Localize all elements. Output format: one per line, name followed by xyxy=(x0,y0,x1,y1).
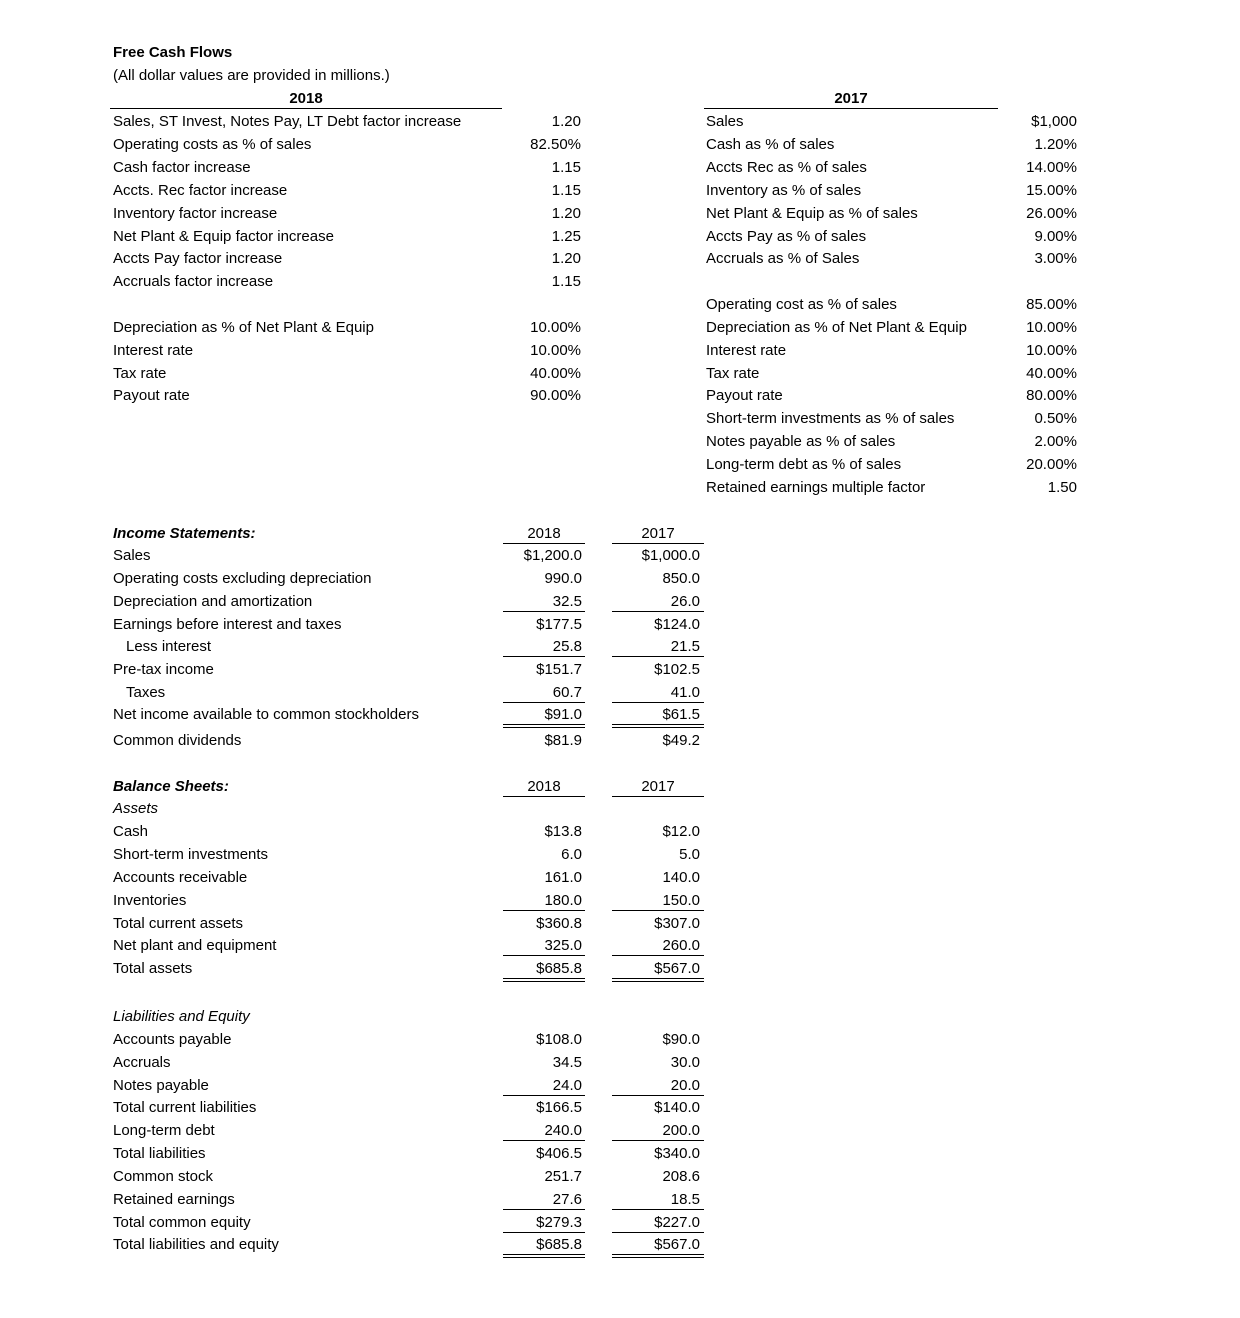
liability-value-2017: 18.5 xyxy=(670,1191,700,1208)
assumption-label: Accts Rec as % of sales xyxy=(706,159,867,176)
subtotal-line xyxy=(612,1095,704,1096)
assumption-label: Net Plant & Equip as % of sales xyxy=(706,205,918,222)
assumption-label: Retained earnings multiple factor xyxy=(706,479,926,496)
subtotal-line xyxy=(503,656,585,657)
asset-value-2018: $360.8 xyxy=(536,915,582,932)
balance-col-2018: 2018 xyxy=(527,778,561,795)
assets-heading: Assets xyxy=(113,800,159,817)
liability-row-label: Accounts payable xyxy=(113,1031,232,1048)
asset-value-2018: 161.0 xyxy=(544,869,582,886)
liabilities-heading: Liabilities and Equity xyxy=(113,1008,250,1025)
total-double-line xyxy=(612,1254,704,1258)
total-double-line xyxy=(503,978,585,982)
income-value-2017: $1,000.0 xyxy=(641,547,700,564)
liability-value-2017: $140.0 xyxy=(654,1099,700,1116)
assumption-label: Inventory as % of sales xyxy=(706,182,862,199)
assumption-value: 1.15 xyxy=(551,182,581,199)
assumption-label: Interest rate xyxy=(706,342,787,359)
income-statement-heading: Income Statements: xyxy=(113,525,256,542)
subtotal-line xyxy=(612,955,704,956)
assumption-label: Operating costs as % of sales xyxy=(113,136,312,153)
total-double-line xyxy=(503,1254,585,1258)
assumption-label: Cash as % of sales xyxy=(706,136,835,153)
col-underline xyxy=(612,796,704,797)
balance-col-2017: 2017 xyxy=(641,778,675,795)
income-value-2017: 41.0 xyxy=(670,684,700,701)
subtotal-line xyxy=(503,955,585,956)
assumption-label: Tax rate xyxy=(706,365,760,382)
assumptions-2018-header: 2018 xyxy=(289,90,323,107)
income-row-label: Common dividends xyxy=(113,732,242,749)
income-value-2018: $151.7 xyxy=(536,661,582,678)
liability-value-2018: 24.0 xyxy=(552,1077,582,1094)
assumption-value: 10.00% xyxy=(530,319,581,336)
income-value-2018: 990.0 xyxy=(544,570,582,587)
balance-sheet-heading: Balance Sheets: xyxy=(113,778,229,795)
assumption-label: Operating cost as % of sales xyxy=(706,296,897,313)
income-row-label: Sales xyxy=(113,547,151,564)
liability-value-2018: 34.5 xyxy=(552,1054,582,1071)
assumption-label: Payout rate xyxy=(706,387,783,404)
asset-row-label: Cash xyxy=(113,823,149,840)
assumption-label: Accts. Rec factor increase xyxy=(113,182,288,199)
asset-row-label: Total current assets xyxy=(113,915,244,932)
income-value-2017: 850.0 xyxy=(662,570,700,587)
income-row-label: Pre-tax income xyxy=(113,661,214,678)
assumption-label: Depreciation as % of Net Plant & Equip xyxy=(706,319,967,336)
asset-value-2017: 260.0 xyxy=(662,937,700,954)
income-col-2018: 2018 xyxy=(527,525,561,542)
income-value-2017: $49.2 xyxy=(662,732,700,749)
assumption-value: 26.00% xyxy=(1026,205,1077,222)
total-double-line xyxy=(612,724,704,728)
assumption-value: 1.20 xyxy=(551,205,581,222)
assumption-value: 10.00% xyxy=(1026,319,1077,336)
income-value-2018: 32.5 xyxy=(552,593,582,610)
assumption-label: Net Plant & Equip factor increase xyxy=(113,228,334,245)
assumption-value: 1.20 xyxy=(551,113,581,130)
assumption-label: Accruals as % of Sales xyxy=(706,250,860,267)
assumption-label: Notes payable as % of sales xyxy=(706,433,896,450)
subtotal-line xyxy=(612,611,704,612)
subtotal-line xyxy=(612,1209,704,1210)
liability-value-2018: $279.3 xyxy=(536,1214,582,1231)
subtotal-line xyxy=(612,1232,704,1233)
assumption-label: Accruals factor increase xyxy=(113,273,274,290)
asset-row-label: Short-term investments xyxy=(113,846,269,863)
liability-row-label: Total current liabilities xyxy=(113,1099,257,1116)
income-value-2017: 21.5 xyxy=(670,638,700,655)
asset-row-label: Inventories xyxy=(113,892,187,909)
liability-value-2018: 27.6 xyxy=(552,1191,582,1208)
subtotal-line xyxy=(503,1140,585,1141)
liability-row-label: Retained earnings xyxy=(113,1191,235,1208)
assumption-value: 1.15 xyxy=(551,273,581,290)
assumption-value: 82.50% xyxy=(530,136,581,153)
liability-value-2017: 30.0 xyxy=(670,1054,700,1071)
header-underline xyxy=(704,108,998,109)
assumption-label: Sales, ST Invest, Notes Pay, LT Debt factor increase xyxy=(113,113,462,130)
asset-value-2017: $12.0 xyxy=(662,823,700,840)
assumption-value: 1.20% xyxy=(1034,136,1077,153)
asset-value-2018: 180.0 xyxy=(544,892,582,909)
income-value-2018: 25.8 xyxy=(552,638,582,655)
liability-value-2018: $685.8 xyxy=(536,1236,582,1253)
subtotal-line xyxy=(612,702,704,703)
liability-value-2017: $340.0 xyxy=(654,1145,700,1162)
assumption-label: Accts Pay as % of sales xyxy=(706,228,867,245)
income-value-2018: $91.0 xyxy=(544,706,582,723)
income-value-2018: $1,200.0 xyxy=(523,547,582,564)
asset-row-label: Accounts receivable xyxy=(113,869,248,886)
income-row-label: Earnings before interest and taxes xyxy=(113,616,342,633)
liability-value-2018: $166.5 xyxy=(536,1099,582,1116)
liability-row-label: Total common equity xyxy=(113,1214,251,1231)
col-underline xyxy=(503,543,585,544)
asset-value-2017: $567.0 xyxy=(654,960,700,977)
liability-row-label: Common stock xyxy=(113,1168,214,1185)
assumption-value: 20.00% xyxy=(1026,456,1077,473)
assumption-label: Cash factor increase xyxy=(113,159,251,176)
assumption-label: Payout rate xyxy=(113,387,190,404)
assumption-value: 90.00% xyxy=(530,387,581,404)
liability-row-label: Notes payable xyxy=(113,1077,209,1094)
assumption-label: Inventory factor increase xyxy=(113,205,278,222)
assumption-label: Tax rate xyxy=(113,365,167,382)
assumption-value: $1,000 xyxy=(1031,113,1077,130)
liability-value-2017: $227.0 xyxy=(654,1214,700,1231)
liability-value-2018: 251.7 xyxy=(544,1168,582,1185)
asset-value-2017: 140.0 xyxy=(662,869,700,886)
asset-value-2018: $685.8 xyxy=(536,960,582,977)
col-underline xyxy=(503,796,585,797)
subtotal-line xyxy=(503,910,585,911)
assumption-label: Depreciation as % of Net Plant & Equip xyxy=(113,319,374,336)
assumptions-2017-header: 2017 xyxy=(834,90,868,107)
income-row-label: Taxes xyxy=(126,684,166,701)
assumption-value: 9.00% xyxy=(1034,228,1077,245)
assumption-value: 1.25 xyxy=(551,228,581,245)
assumption-label: Sales xyxy=(706,113,744,130)
liability-value-2018: $406.5 xyxy=(536,1145,582,1162)
income-row-label: Operating costs excluding depreciation xyxy=(113,570,372,587)
liability-row-label: Total liabilities xyxy=(113,1145,206,1162)
income-row-label: Net income available to common stockholders xyxy=(113,706,419,723)
income-col-2017: 2017 xyxy=(641,525,675,542)
col-underline xyxy=(612,543,704,544)
assumption-value: 1.15 xyxy=(551,159,581,176)
liability-value-2018: 240.0 xyxy=(544,1122,582,1139)
liability-value-2017: 20.0 xyxy=(670,1077,700,1094)
liability-row-label: Long-term debt xyxy=(113,1122,215,1139)
liability-row-label: Total liabilities and equity xyxy=(113,1236,279,1253)
income-value-2018: 60.7 xyxy=(552,684,582,701)
page-subtitle: (All dollar values are provided in millions.) xyxy=(113,67,390,84)
liability-value-2018: $108.0 xyxy=(536,1031,582,1048)
liability-row-label: Accruals xyxy=(113,1054,171,1071)
liability-value-2017: $90.0 xyxy=(662,1031,700,1048)
assumption-value: 80.00% xyxy=(1026,387,1077,404)
subtotal-line xyxy=(503,702,585,703)
asset-value-2017: 150.0 xyxy=(662,892,700,909)
income-row-label: Depreciation and amortization xyxy=(113,593,313,610)
income-value-2017: $124.0 xyxy=(654,616,700,633)
asset-value-2017: $307.0 xyxy=(654,915,700,932)
subtotal-line xyxy=(503,1095,585,1096)
asset-row-label: Total assets xyxy=(113,960,193,977)
income-value-2017: $102.5 xyxy=(654,661,700,678)
income-row-label: Less interest xyxy=(126,638,212,655)
income-value-2017: $61.5 xyxy=(662,706,700,723)
assumption-value: 85.00% xyxy=(1026,296,1077,313)
asset-value-2018: 325.0 xyxy=(544,937,582,954)
header-underline xyxy=(110,108,502,109)
subtotal-line xyxy=(612,1140,704,1141)
subtotal-line xyxy=(503,611,585,612)
asset-value-2018: $13.8 xyxy=(544,823,582,840)
liability-value-2017: $567.0 xyxy=(654,1236,700,1253)
page-title: Free Cash Flows xyxy=(113,44,233,61)
subtotal-line xyxy=(503,1209,585,1210)
total-double-line xyxy=(503,724,585,728)
assumption-value: 0.50% xyxy=(1034,410,1077,427)
liability-value-2017: 200.0 xyxy=(662,1122,700,1139)
assumption-value: 3.00% xyxy=(1034,250,1077,267)
asset-value-2017: 5.0 xyxy=(679,846,700,863)
subtotal-line xyxy=(612,910,704,911)
assumption-value: 10.00% xyxy=(530,342,581,359)
assumption-value: 40.00% xyxy=(1026,365,1077,382)
income-value-2018: $81.9 xyxy=(544,732,582,749)
assumption-value: 10.00% xyxy=(1026,342,1077,359)
assumption-value: 2.00% xyxy=(1034,433,1077,450)
assumption-value: 1.20 xyxy=(551,250,581,267)
assumption-value: 40.00% xyxy=(530,365,581,382)
assumption-value: 1.50 xyxy=(1047,479,1077,496)
total-double-line xyxy=(612,978,704,982)
liability-value-2017: 208.6 xyxy=(662,1168,700,1185)
assumption-label: Long-term debt as % of sales xyxy=(706,456,902,473)
income-value-2018: $177.5 xyxy=(536,616,582,633)
subtotal-line xyxy=(503,1232,585,1233)
assumption-value: 15.00% xyxy=(1026,182,1077,199)
income-value-2017: 26.0 xyxy=(670,593,700,610)
assumption-value: 14.00% xyxy=(1026,159,1077,176)
subtotal-line xyxy=(612,656,704,657)
asset-row-label: Net plant and equipment xyxy=(113,937,277,954)
assumption-label: Interest rate xyxy=(113,342,194,359)
asset-value-2018: 6.0 xyxy=(561,846,582,863)
assumption-label: Short-term investments as % of sales xyxy=(706,410,955,427)
assumption-label: Accts Pay factor increase xyxy=(113,250,283,267)
